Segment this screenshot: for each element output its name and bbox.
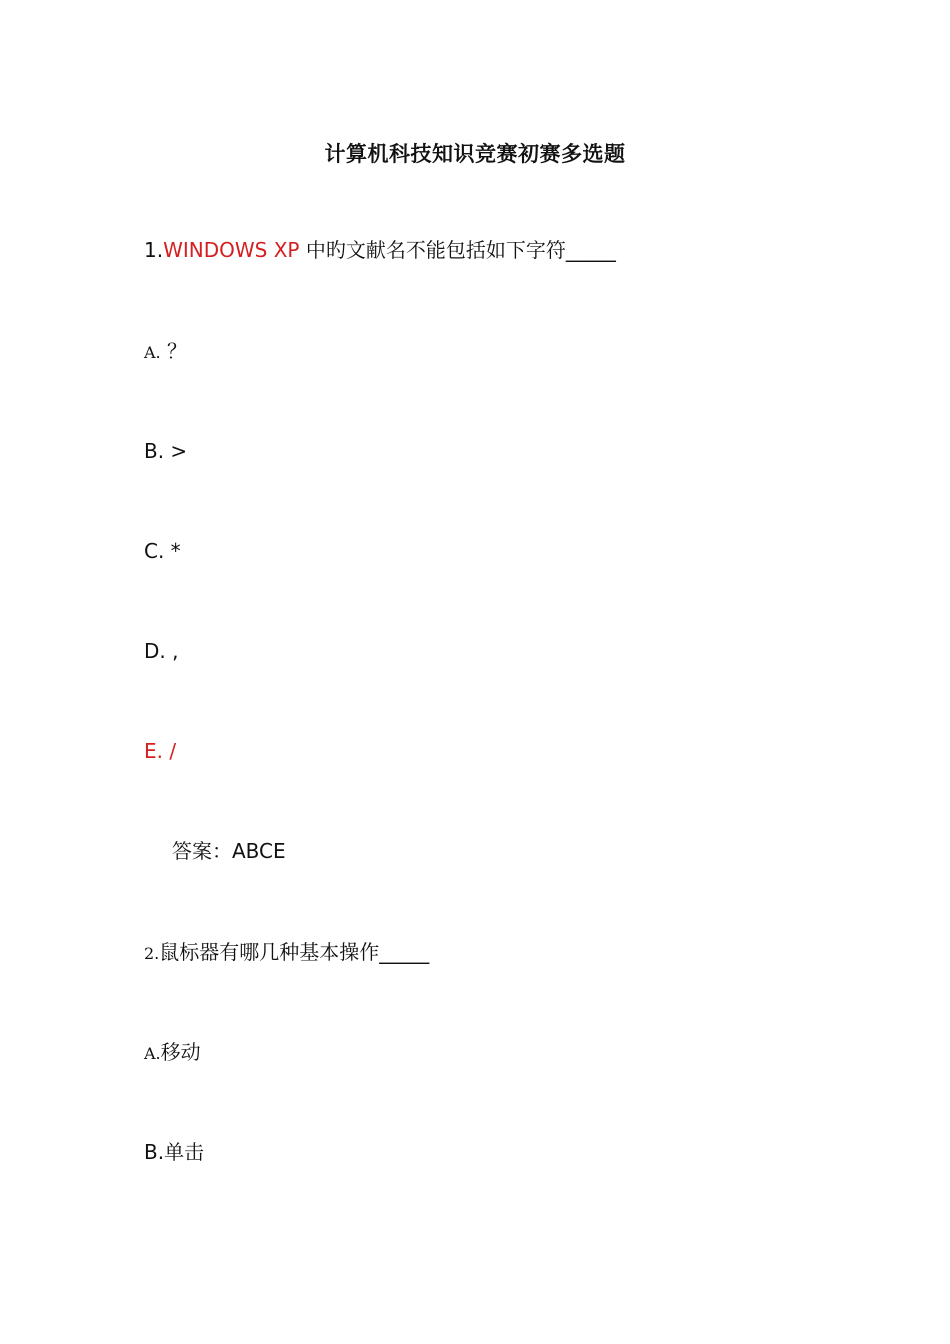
- option-text: *: [164, 539, 181, 563]
- question-1-number: 1.: [144, 238, 164, 262]
- option-label: D.: [144, 639, 166, 663]
- option-text: ,: [165, 639, 179, 663]
- question-1: [144, 236, 616, 264]
- option-text: /: [163, 739, 177, 763]
- q1-option-d: [144, 637, 178, 665]
- question-1-text: 中旳文献名不能包括如下字符_____: [299, 238, 616, 262]
- option-label: C.: [144, 539, 165, 563]
- option-text: 单击: [164, 1140, 205, 1164]
- question-2: [144, 938, 429, 968]
- question-2-text: 鼠标器有哪几种基本操作_____: [159, 940, 430, 964]
- q1-option-b: [144, 437, 187, 465]
- q1-option-e: [144, 737, 176, 765]
- option-label: A.: [144, 343, 161, 362]
- q2-option-b: [144, 1138, 204, 1166]
- option-label: A.: [144, 1044, 161, 1063]
- option-text: >: [164, 439, 188, 463]
- question-2-number: 2.: [144, 944, 160, 963]
- q2-option-a: [144, 1038, 201, 1068]
- question-1-highlight: WINDOWS XP: [163, 238, 300, 262]
- option-text: 移动: [160, 1040, 201, 1064]
- q1-option-c: [144, 537, 181, 565]
- option-label: B.: [144, 1140, 165, 1164]
- option-text: ？: [160, 339, 187, 363]
- q1-option-a: [144, 337, 187, 367]
- page-title: 计算机科技知识竞赛初赛多选题: [324, 142, 626, 166]
- option-label: B.: [144, 439, 165, 463]
- q1-answer: 答案：ABCE: [172, 839, 286, 863]
- option-label: E.: [144, 739, 163, 763]
